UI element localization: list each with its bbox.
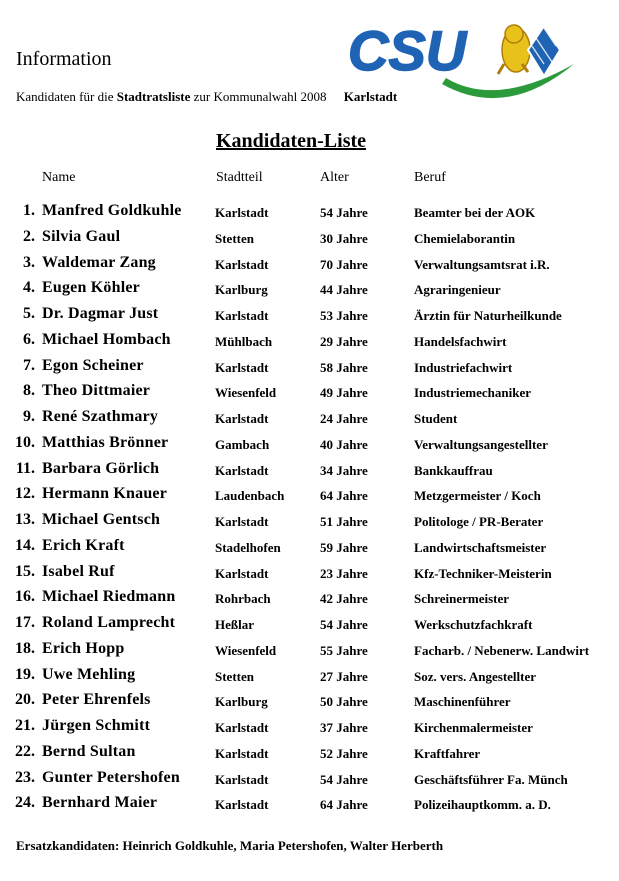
candidate-row [0,794,619,818]
candidate-age: 58 Jahre [320,359,368,375]
candidate-name: Bernhard Maier [42,794,158,812]
candidate-name: Silvia Gaul [42,227,121,245]
candidate-number: 17. [15,614,35,631]
candidate-age: 34 Jahre [320,462,368,478]
subtitle-suffix: zur Kommunalwahl 2008 [193,89,327,104]
candidate-number: 4. [23,279,35,297]
candidate-number: 20. [15,691,35,709]
candidate-row [0,357,619,381]
candidate-district: Mühlbach [215,333,273,349]
candidate-profession: Chemielaborantin [414,230,516,246]
candidate-age: 42 Jahre [320,591,368,607]
candidate-number: 11. [15,459,35,477]
candidate-profession: Beamter bei der AOK [414,205,536,220]
candidate-row [0,331,619,355]
candidate-name: Bernd Sultan [42,742,136,760]
candidate-name: Matthias Brönner [42,433,169,451]
candidate-name: Manfred Goldkuhle [42,202,182,219]
candidate-age: 54 Jahre [320,771,368,787]
candidate-profession: Kfz-Techniker-Meisterin [414,565,552,581]
candidate-profession: Geschäftsführer Fa. Münch [414,771,568,787]
candidate-row [0,666,619,690]
candidate-row [0,640,619,664]
csu-logo [343,20,578,104]
candidate-number: 1. [23,202,35,219]
candidate-district: Karlstadt [215,797,269,813]
candidate-number: 14. [15,536,35,554]
candidate-profession: Metzgermeister / Koch [414,488,541,504]
column-header-name: Name [42,170,76,185]
candidate-name: Waldemar Zang [42,253,156,271]
candidate-row [0,614,619,638]
candidate-age: 50 Jahre [320,694,368,710]
substitute-candidates: Ersatzkandidaten: Heinrich Goldkuhle, Maria Petershofen, Walter Herberth [16,838,444,853]
candidate-age: 51 Jahre [320,514,368,529]
candidate-row [0,254,619,278]
candidate-number: 8. [23,382,35,400]
candidate-district: Karlstadt [215,411,269,426]
candidate-number: 22. [15,742,35,760]
candidate-district: Stetten [215,668,254,684]
candidate-profession: Student [414,411,458,426]
candidate-age: 53 Jahre [320,308,368,323]
candidate-district: Rohrbach [215,591,271,607]
candidate-age: 64 Jahre [320,488,368,504]
candidate-name: Michael Gentsch [42,511,161,528]
candidate-profession: Kraftfahrer [414,745,481,761]
candidate-name: Egon Scheiner [42,356,144,374]
candidate-profession: Politologe / PR-Berater [414,514,544,529]
candidate-name: Gunter Petershofen [42,768,180,786]
candidate-row [0,485,619,509]
candidate-number: 12. [15,485,35,503]
candidate-district: Wiesenfeld [215,385,277,401]
candidate-age: 23 Jahre [320,565,368,581]
candidate-row [0,228,619,252]
column-header-age: Alter [320,170,349,185]
candidate-district: Karlstadt [215,308,269,323]
candidate-district: Karlstadt [215,256,269,272]
candidate-row [0,563,619,587]
candidate-row [0,588,619,612]
candidate-number: 19. [15,665,35,683]
candidate-row [0,434,619,458]
candidate-profession: Bankkauffrau [414,462,493,478]
subtitle [16,89,397,105]
candidate-name: Isabel Ruf [42,562,115,580]
candidate-age: 55 Jahre [320,642,368,658]
candidate-age: 64 Jahre [320,797,368,813]
candidate-name: Michael Hombach [42,330,171,348]
candidate-age: 54 Jahre [320,205,368,220]
candidate-age: 49 Jahre [320,385,368,401]
candidate-number: 15. [15,562,35,580]
candidate-district: Karlstadt [215,565,269,581]
candidate-name: Roland Lamprecht [42,614,176,631]
candidate-profession: Facharb. / Nebenerw. Landwirt [414,642,590,658]
candidate-number: 7. [23,356,35,374]
candidate-name: Dr. Dagmar Just [42,305,159,322]
subtitle-prefix: Kandidaten für die [16,89,114,104]
candidate-row [0,511,619,535]
candidate-profession: Verwaltungsangestellter [414,436,548,452]
logo-text: CSU [348,20,467,82]
column-header-district: Stadtteil [216,170,263,185]
candidate-profession: Agraringenieur [414,282,501,298]
candidate-district: Karlburg [215,282,268,298]
candidate-name: Erich Hopp [42,639,125,657]
list-title: Kandidaten-Liste [216,130,367,152]
candidate-number: 18. [15,639,35,657]
candidate-profession: Verwaltungsamtsrat i.R. [414,256,550,272]
candidate-name: Erich Kraft [42,536,125,554]
candidate-age: 52 Jahre [320,745,368,761]
candidate-name: Eugen Köhler [42,279,140,297]
candidate-district: Karlstadt [215,205,269,220]
subtitle-bold: Stadtratsliste [116,89,191,104]
candidate-row [0,408,619,432]
candidate-name: Uwe Mehling [42,665,136,683]
candidate-row [0,460,619,484]
candidate-district: Stadelhofen [215,539,281,555]
candidate-number: 3. [23,253,35,271]
candidate-name: Jürgen Schmitt [42,717,151,734]
candidate-district: Karlstadt [215,771,269,787]
candidate-number: 13. [15,511,35,528]
candidate-age: 30 Jahre [320,230,368,246]
candidate-number: 5. [23,305,35,322]
candidate-row [0,279,619,303]
candidate-district: Karlstadt [215,514,269,529]
candidate-name: Barbara Görlich [42,459,160,477]
candidate-name: Michael Riedmann [42,588,176,606]
candidate-number: 9. [23,408,35,425]
candidate-district: Laudenbach [215,488,285,504]
candidate-number: 24. [15,794,35,812]
candidate-profession: Handelsfachwirt [414,333,507,349]
candidate-number: 6. [23,330,35,348]
candidate-district: Gambach [215,436,270,452]
candidate-profession: Landwirtschaftsmeister [414,539,547,555]
lion-icon [498,25,530,74]
candidate-profession: Polizeihauptkomm. a. D. [414,797,551,813]
candidate-name: Peter Ehrenfels [42,691,151,709]
candidate-number: 2. [23,227,35,245]
candidate-profession: Industriemechaniker [414,385,531,401]
subtitle-city: Karlstadt [343,89,398,104]
candidate-district: Karlstadt [215,745,269,761]
candidate-name: Hermann Knauer [42,485,168,503]
candidate-row [0,769,619,793]
candidate-age: 29 Jahre [320,333,368,349]
candidate-profession: Maschinenführer [414,694,511,710]
candidate-profession: Ärztin für Naturheilkunde [414,308,562,323]
candidate-district: Wiesenfeld [215,642,277,658]
candidate-district: Karlstadt [215,720,269,735]
candidate-age: 44 Jahre [320,282,368,298]
candidate-row [0,537,619,561]
candidate-name: René Szathmary [42,408,159,425]
candidate-profession: Soz. vers. Angestellter [414,668,537,684]
candidate-age: 59 Jahre [320,539,368,555]
candidate-age: 37 Jahre [320,720,368,735]
candidate-row [0,717,619,741]
candidate-district: Karlstadt [215,359,269,375]
candidate-age: 54 Jahre [320,617,368,632]
candidate-profession: Werkschutzfachkraft [414,617,533,632]
candidate-row [0,202,619,226]
candidate-profession: Kirchenmalermeister [414,720,533,735]
candidate-district: Karlburg [215,694,268,710]
candidate-number: 16. [15,588,35,606]
candidate-row [0,305,619,329]
candidate-profession: Schreinermeister [414,591,510,607]
info-heading: Information [16,48,112,70]
candidate-age: 70 Jahre [320,256,368,272]
candidate-row [0,691,619,715]
candidate-district: Stetten [215,230,254,246]
candidate-age: 24 Jahre [320,411,368,426]
candidate-age: 27 Jahre [320,668,368,684]
candidate-name: Theo Dittmaier [42,382,151,400]
candidate-number: 10. [15,433,35,451]
candidate-district: Karlstadt [215,462,269,478]
candidate-age: 40 Jahre [320,436,368,452]
candidate-profession: Industriefachwirt [414,359,513,375]
candidate-district: Heßlar [215,617,254,632]
candidate-number: 23. [15,768,35,786]
candidate-row [0,743,619,767]
column-header-profession: Beruf [414,170,446,185]
candidate-row [0,382,619,406]
candidate-number: 21. [15,717,35,734]
